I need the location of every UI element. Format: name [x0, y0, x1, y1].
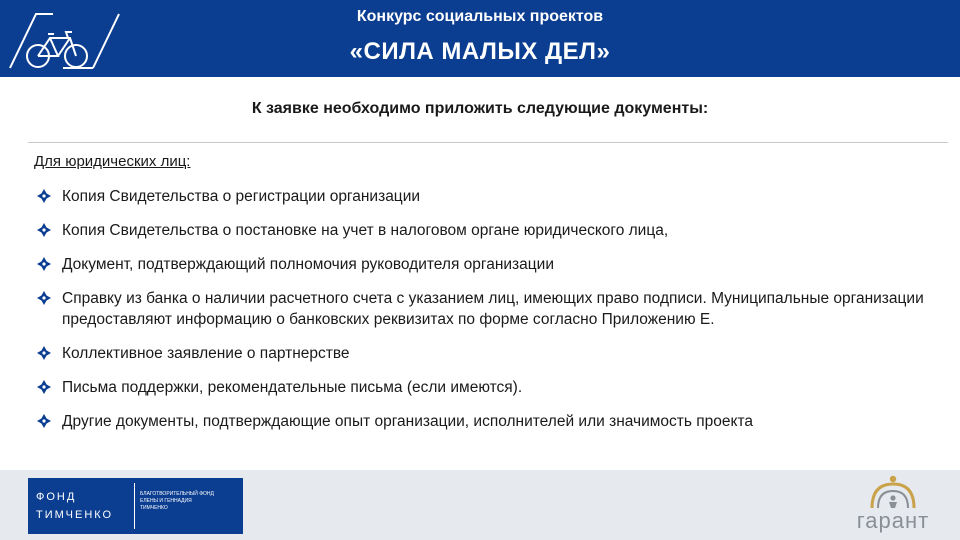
fund-desc-line2: ЕЛЕНЫ И ГЕННАДИЯ: [140, 498, 192, 504]
header-title: «СИЛА МАЛЫХ ДЕЛ»: [349, 38, 611, 65]
list-item: [34, 288, 934, 330]
header-bar: [0, 0, 960, 77]
fund-name-line2: ТИМЧЕНКО: [36, 509, 114, 521]
fund-name: [36, 488, 136, 524]
fund-desc-line1: БЛАГОТВОРИТЕЛЬНЫЙ ФОНД: [140, 491, 214, 497]
list-item-text: Документ, подтверждающий полномочия руководителя организации: [62, 256, 554, 273]
list-item-text: Копия Свидетельства о регистрации организации: [62, 188, 421, 205]
fund-logo-separator: [134, 483, 135, 529]
list-item-text: Справку из банка о наличии расчетного счета с указанием лиц, имеющих право подписи. Муниципальные организации предоставляют информацию о банковских реквизитах по форме согласно Приложению Е.: [62, 290, 924, 328]
documents-list: [34, 186, 934, 445]
diamond-bullet-icon: [36, 188, 52, 204]
diamond-bullet-icon: [36, 222, 52, 238]
diamond-bullet-icon: [36, 256, 52, 272]
list-item: [34, 220, 934, 241]
legal-entities-subheading: Для юридических лиц:: [34, 153, 191, 170]
header-subtitle: Конкурс социальных проектов: [356, 8, 604, 25]
list-item-text: Письма поддержки, рекомендательные письма (если имеются).: [62, 379, 523, 396]
diamond-bullet-icon: [36, 290, 52, 306]
list-item: [34, 186, 934, 207]
diamond-bullet-icon: [36, 345, 52, 361]
list-item-text: Коллективное заявление о партнерстве: [62, 345, 350, 362]
timchenko-fund-logo: [28, 478, 243, 534]
fund-desc-line3: ТИМЧЕНКО: [140, 505, 168, 511]
garant-partner-name: гарант: [856, 508, 930, 533]
divider: [28, 142, 948, 143]
section-heading: К заявке необходимо приложить следующие документы:: [251, 100, 709, 117]
list-item: [34, 411, 934, 432]
diamond-bullet-icon: [36, 413, 52, 429]
list-item-text: Копия Свидетельства о постановке на учет в налоговом органе юридического лица,: [62, 222, 669, 239]
list-item: [34, 254, 934, 275]
diamond-bullet-icon: [36, 379, 52, 395]
list-item-text: Другие документы, подтверждающие опыт организации, исполнителей или значимость проекта: [62, 413, 754, 430]
list-item: [34, 343, 934, 364]
fund-name-line1: ФОНД: [36, 491, 77, 503]
fund-description: [140, 491, 240, 512]
list-item: [34, 377, 934, 398]
